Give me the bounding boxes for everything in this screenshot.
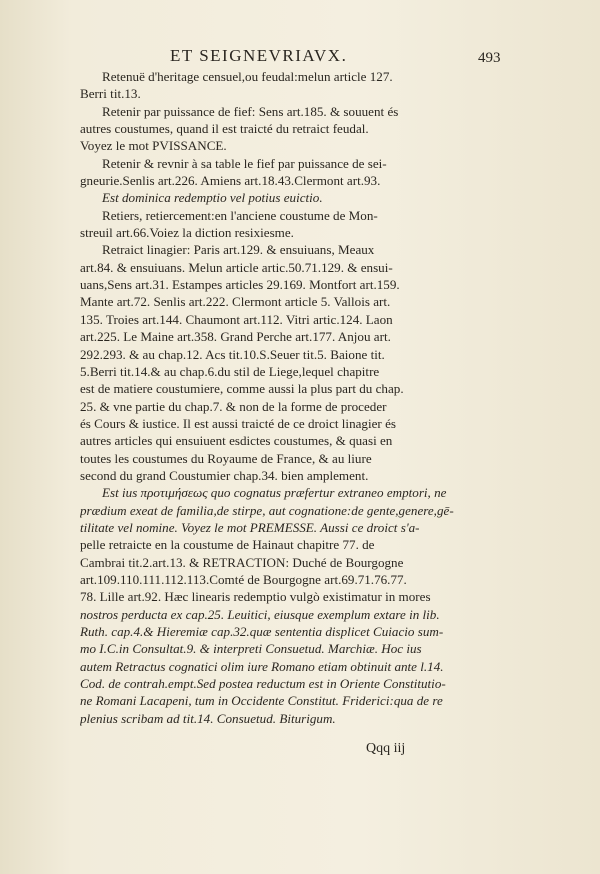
text-line: mo I.C.in Consultat.9. & interpreti Consuetud. Marchiæ. Hoc ius xyxy=(80,641,422,657)
text-line: toutes les coustumes du Royaume de France, & au liure xyxy=(80,450,372,466)
text-line: ne Romani Lacapeni, tum in Occidente Constitut. Friderici:qua de re xyxy=(80,693,443,709)
text-line: 292.293. & au chap.12. Acs tit.10.S.Seuer tit.5. Baione tit. xyxy=(80,346,385,362)
text-line: 5.Berri tit.14.& au chap.6.du stil de Liege,lequel chapitre xyxy=(80,363,380,379)
text-line: art.109.110.111.112.113.Comté de Bourgogne art.69.71.76.77. xyxy=(80,571,407,587)
text-line: 135. Troies art.144. Chaumont art.112. Vitri artic.124. Laon xyxy=(80,311,393,327)
text-line: tilitate vel nomine. Voyez le mot PREMESSE. Aussi ce droict s'a- xyxy=(80,519,420,535)
text-line: Retenir & revnir à sa table le fief par puissance de sei- xyxy=(102,155,387,171)
page-number: 493 xyxy=(478,50,501,66)
text-line: autres articles qui ensuiuent esdictes coustumes, & quasi en xyxy=(80,433,393,449)
text-line: est de matiere coustumiere, comme aussi la plus part du chap. xyxy=(80,381,404,397)
text-line: autem Retractus cognatici olim iure Romano etiam obtinuit ante l.14. xyxy=(80,658,444,674)
text-line: Retiers, retiercement:en l'anciene coustume de Mon- xyxy=(102,207,378,223)
text-line: Est ius προτιμήσεως quo cognatus præfertur extraneo emptori, ne xyxy=(102,485,447,501)
text-line: Cod. de contrah.empt.Sed postea reductum est in Oriente Constitutio- xyxy=(80,676,446,692)
text-line: pelle retraicte en la coustume de Hainaut chapitre 77. de xyxy=(80,537,375,553)
text-line: art.225. Le Maine art.358. Grand Perche art.177. Anjou art. xyxy=(80,329,391,345)
text-line: Est dominica redemptio vel potius euictio. xyxy=(102,190,323,206)
text-line: és Cours & iustice. Il est aussi traicté de ce droict linagier és xyxy=(80,415,396,431)
text-line: Ruth. cap.4.& Hieremiæ cap.32.quæ sententia displicet Cuiacio sum- xyxy=(80,624,444,639)
text-line: art.84. & ensuiuans. Melun article artic.50.71.129. & ensui- xyxy=(80,259,393,275)
text-line: Cambrai tit.2.art.13. & RETRACTION: Duché de Bourgogne xyxy=(80,554,404,570)
text-line: Berri tit.13. xyxy=(80,86,141,102)
text-line: uans,Sens art.31. Estampes articles 29.169. Montfort art.159. xyxy=(80,277,400,293)
text-line: 25. & vne partie du chap.7. & non de la forme de proceder xyxy=(80,398,387,414)
text-line: streuil art.66.Voiez la diction resixiesme. xyxy=(80,225,294,241)
text-line: Retraict linagier: Paris art.129. & ensuiuans, Meaux xyxy=(102,242,375,258)
text-line: nostros perducta ex cap.25. Leuitici, eiusque exemplum extare in lib. xyxy=(80,606,440,622)
text-line: 78. Lille art.92. Hæc linearis redemptio vulgò existimatur in mores xyxy=(80,589,431,605)
text-line: Mante art.72. Senlis art.222. Clermont article 5. Vallois art. xyxy=(80,294,391,310)
text-line: autres coustumes, quand il est traicté du retraict feudal. xyxy=(80,121,369,137)
text-line: gneurie.Senlis art.226. Amiens art.18.43.Clermont art.93. xyxy=(80,173,381,189)
signature-mark: Qqq iij xyxy=(366,741,406,756)
text-line: second du grand Coustumier chap.34. bien amplement. xyxy=(80,467,369,483)
running-title: ET SEIGNEVRIAVX. xyxy=(170,46,348,65)
text-line: Retenuë d'heritage censuel,ou feudal:melun article 127. xyxy=(102,69,393,84)
text-line: Voyez le mot PVISSANCE. xyxy=(80,138,227,154)
text-line: plenius scribam ad tit.14. Consuetud. Biturigum. xyxy=(80,710,336,726)
text-line: prædium exeat de familia,de stirpe, aut cognatione:de gente,genere,gē- xyxy=(80,502,454,518)
text-line: Retenir par puissance de fief: Sens art.185. & souuent és xyxy=(102,103,399,119)
body-text xyxy=(80,68,500,727)
